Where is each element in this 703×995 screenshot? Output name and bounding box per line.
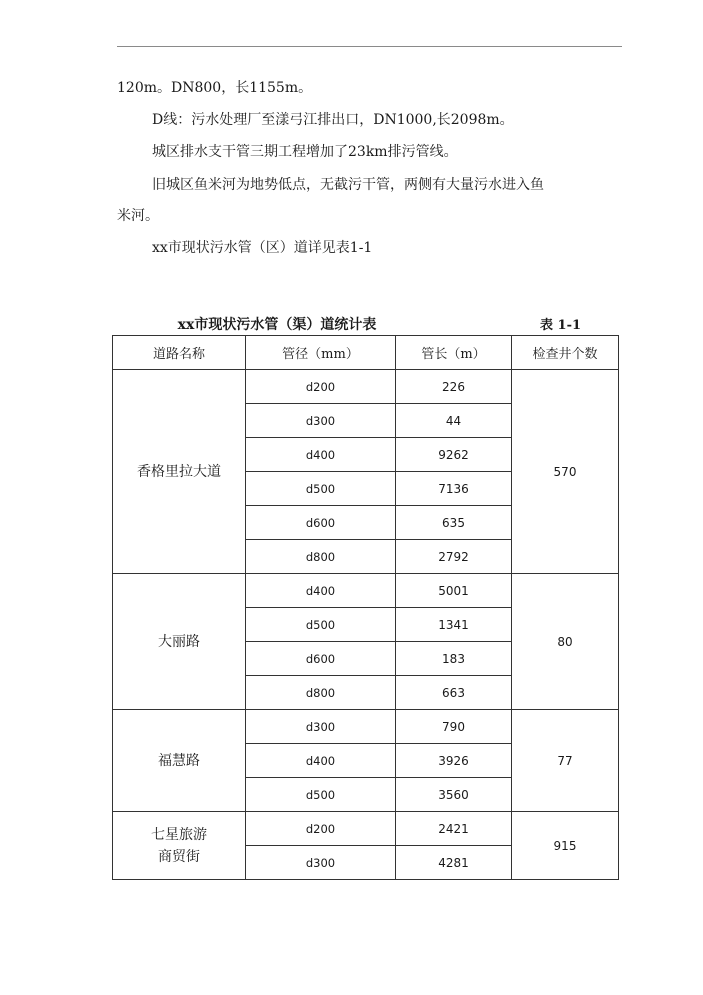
pipe-diameter-cell: d800 <box>246 540 396 574</box>
table-row <box>113 812 619 846</box>
manhole-count-cell: 77 <box>512 710 619 812</box>
pipe-length-cell: 4281 <box>396 846 512 880</box>
pipe-diameter-cell: d500 <box>246 608 396 642</box>
pipe-diameter-cell: d200 <box>246 812 396 846</box>
pipe-length-cell: 9262 <box>396 438 512 472</box>
pipe-length-cell: 2421 <box>396 812 512 846</box>
pipe-length-cell: 7136 <box>396 472 512 506</box>
road-name-cell <box>113 574 246 710</box>
pipe-diameter-cell: d500 <box>246 472 396 506</box>
pipe-diameter-cell: d200 <box>246 370 396 404</box>
pipe-diameter-cell: d300 <box>246 846 396 880</box>
table-body <box>113 370 619 880</box>
header-pipe-length: 管长（m） <box>396 336 512 370</box>
pipe-diameter-cell: d400 <box>246 574 396 608</box>
paragraph-line-6: xx市现状污水管（区）道详见表1-1 <box>152 240 373 256</box>
table-title: xx市现状污水管（渠）道统计表 <box>177 317 377 333</box>
table-row <box>113 370 619 404</box>
pipe-length-cell: 2792 <box>396 540 512 574</box>
pipe-diameter-cell: d300 <box>246 710 396 744</box>
pipe-length-cell: 226 <box>396 370 512 404</box>
road-name-line: 七星旅游 <box>151 826 207 843</box>
table-header-row <box>113 336 619 370</box>
table-caption <box>112 314 617 334</box>
paragraph-line-3: 城区排水支干管三期工程增加了23km排污管线。 <box>152 144 458 160</box>
paragraph-line-2: D线：污水处理厂至漾弓江排出口，DN1000,长2098m。 <box>152 112 514 128</box>
pipe-length-cell: 1341 <box>396 608 512 642</box>
road-name-line: 香格里拉大道 <box>137 463 221 480</box>
pipe-length-cell: 44 <box>396 404 512 438</box>
paragraph-line-1: 120m。DN800，长1155m。 <box>117 80 313 96</box>
road-name-line: 商贸街 <box>158 848 200 865</box>
manhole-count-cell: 80 <box>512 574 619 710</box>
sewer-pipe-table <box>112 335 619 880</box>
pipe-diameter-cell: d500 <box>246 778 396 812</box>
header-manhole-count: 检查井个数 <box>512 336 619 370</box>
pipe-diameter-cell: d600 <box>246 642 396 676</box>
pipe-length-cell: 183 <box>396 642 512 676</box>
road-name-cell <box>113 710 246 812</box>
road-name-line: 福慧路 <box>158 752 200 769</box>
manhole-count-cell: 915 <box>512 812 619 880</box>
pipe-length-cell: 635 <box>396 506 512 540</box>
table-number: 表 1-1 <box>540 318 582 333</box>
paragraph-line-4: 旧城区鱼米河为地势低点，无截污干管，两侧有大量污水进入鱼 <box>152 177 544 193</box>
pipe-diameter-cell: d300 <box>246 404 396 438</box>
pipe-diameter-cell: d800 <box>246 676 396 710</box>
road-name-cell <box>113 812 246 880</box>
pipe-diameter-cell: d400 <box>246 744 396 778</box>
header-pipe-diameter: 管径（mm） <box>246 336 396 370</box>
manhole-count-cell: 570 <box>512 370 619 574</box>
table-row <box>113 710 619 744</box>
pipe-length-cell: 663 <box>396 676 512 710</box>
road-name-line: 大丽路 <box>158 633 200 650</box>
pipe-diameter-cell: d600 <box>246 506 396 540</box>
pipe-length-cell: 5001 <box>396 574 512 608</box>
header-rule <box>117 46 622 47</box>
road-name-cell <box>113 370 246 574</box>
pipe-length-cell: 3926 <box>396 744 512 778</box>
pipe-length-cell: 790 <box>396 710 512 744</box>
pipe-length-cell: 3560 <box>396 778 512 812</box>
table-row <box>113 574 619 608</box>
pipe-diameter-cell: d400 <box>246 438 396 472</box>
paragraph-line-5: 米河。 <box>117 208 159 224</box>
header-road-name: 道路名称 <box>113 336 246 370</box>
